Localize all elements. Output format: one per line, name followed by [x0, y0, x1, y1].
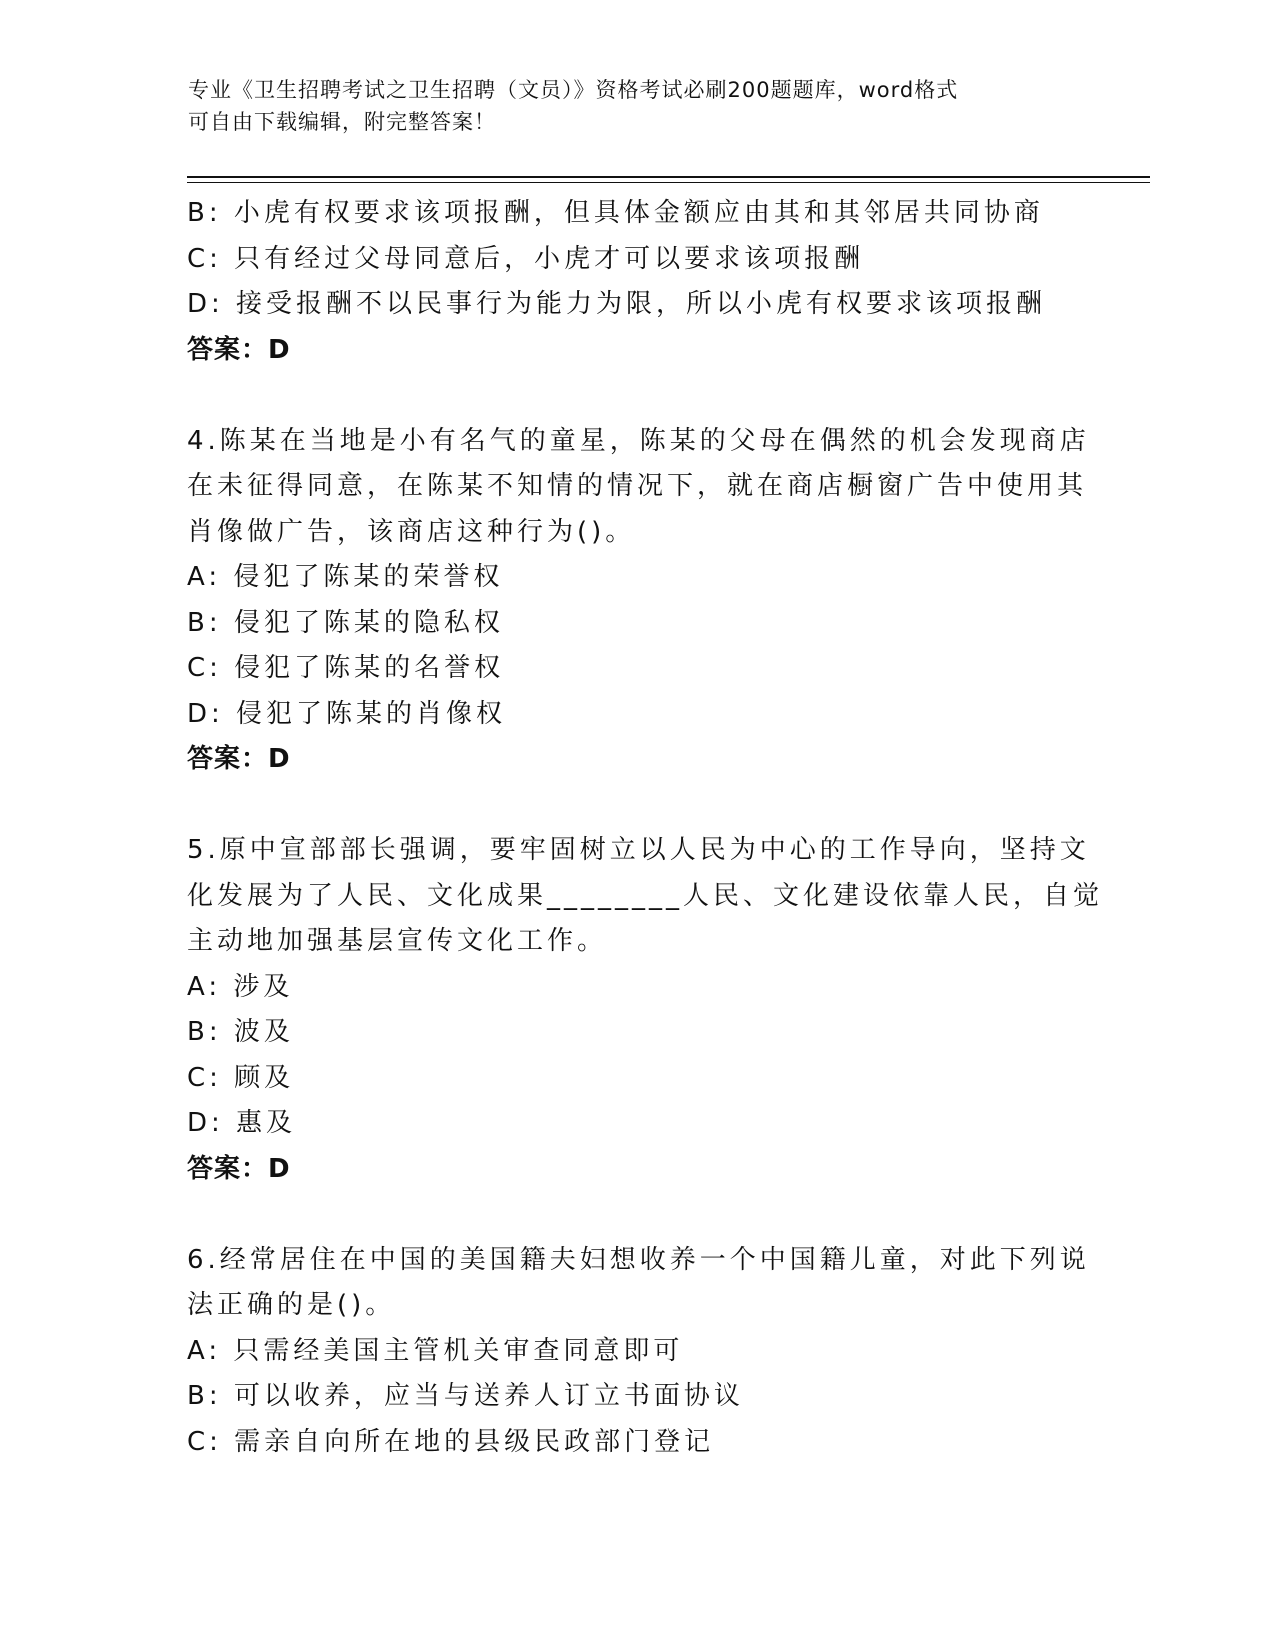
question-stem-line: 化发展为了人民、文化成果________人民、文化建设依靠人民，自觉 — [187, 880, 1104, 911]
option-c: C: 只有经过父母同意后，小虎才可以要求该项报酬 — [187, 243, 865, 274]
question-stem-line: 5.原中宣部部长强调，要牢固树立以人民为中心的工作导向，坚持文 — [187, 835, 1090, 865]
question-stem-line: 6.经常居住在中国的美国籍夫妇想收养一个中国籍儿童，对此下列说 — [187, 1244, 1090, 1275]
option-d: D: 惠及 — [187, 1108, 297, 1138]
question-stem-line: 在未征得同意，在陈某不知情的情况下，就在商店橱窗广告中使用其 — [187, 471, 1088, 501]
header-divider-thin — [187, 182, 1150, 183]
option-c: C: 需亲自向所在地的县级民政部门登记 — [187, 1426, 715, 1457]
question-stem-line: 4.陈某在当地是小有名气的童星，陈某的父母在偶然的机会发现商店 — [187, 425, 1090, 456]
header-title-line-2: 可自由下载编辑，附完整答案！ — [188, 110, 496, 134]
spacer — [187, 1192, 1067, 1238]
option-b: B: 侵犯了陈某的隐私权 — [187, 607, 504, 638]
option-a: A: 只需经美国主管机关审查同意即可 — [187, 1335, 684, 1366]
question-stem-line: 肖像做广告，该商店这种行为()。 — [187, 516, 636, 547]
answer-line: 答案：D — [187, 744, 291, 774]
answer-line: 答案：D — [187, 1153, 291, 1184]
option-b: B: 可以收养，应当与送养人订立书面协议 — [187, 1381, 744, 1411]
option-d: D: 侵犯了陈某的肖像权 — [187, 698, 507, 729]
header-divider-thick — [187, 176, 1150, 178]
question-stem-line: 主动地加强基层宣传文化工作。 — [187, 926, 608, 956]
option-a: A: 侵犯了陈某的荣誉权 — [187, 562, 504, 592]
question-4 — [187, 419, 1090, 783]
question-3-tail — [187, 191, 1067, 373]
document-header — [188, 74, 1088, 138]
option-d: D: 接受报酬不以民事行为能力为限，所以小虎有权要求该项报酬 — [187, 289, 1047, 319]
question-5 — [187, 828, 1104, 1192]
question-list — [187, 191, 1104, 1465]
spacer — [187, 783, 1067, 829]
header-title-line-1: 专业《卫生招聘考试之卫生招聘（文员）》资格考试必刷200题题库，word格式 — [188, 78, 959, 102]
question-stem-line: 法正确的是()。 — [187, 1290, 396, 1320]
answer-line: 答案：D — [187, 334, 291, 365]
question-6 — [187, 1238, 1090, 1466]
option-a: A: 涉及 — [187, 971, 294, 1002]
option-c: C: 侵犯了陈某的名誉权 — [187, 653, 505, 683]
option-b: B: 波及 — [187, 1017, 294, 1047]
spacer — [187, 373, 1067, 419]
option-b: B: 小虎有权要求该项报酬，但具体金额应由其和其邻居共同协商 — [187, 198, 1044, 228]
option-c: C: 顾及 — [187, 1062, 295, 1093]
